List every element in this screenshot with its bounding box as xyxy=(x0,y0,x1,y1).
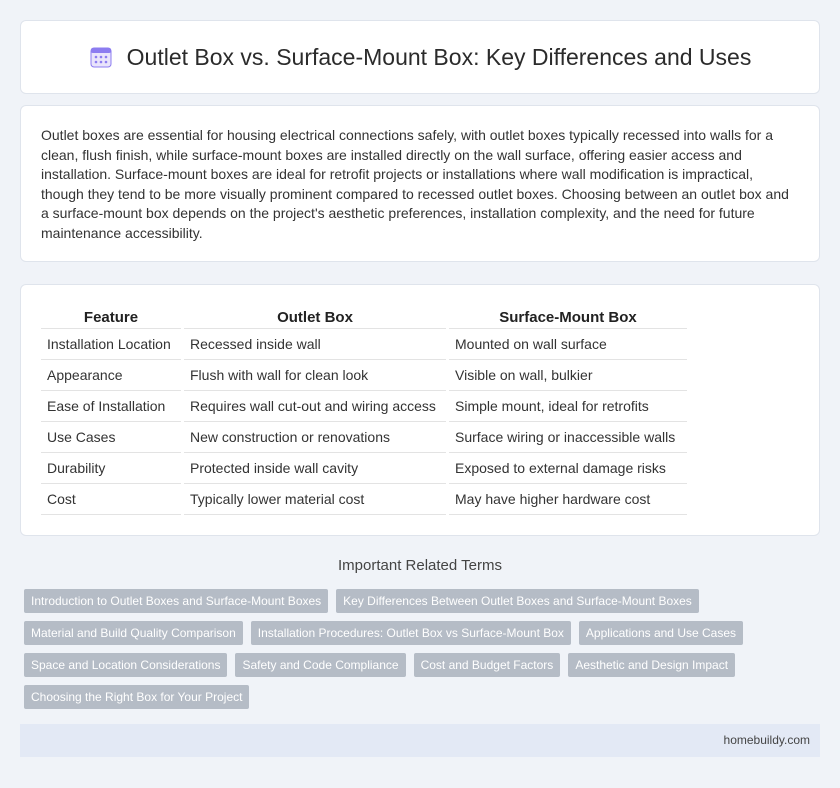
table-cell-surface: Surface wiring or inaccessible walls xyxy=(449,422,687,453)
table-cell-feature: Durability xyxy=(41,453,181,484)
table-cell-surface: Visible on wall, bulkier xyxy=(449,360,687,391)
related-term-tag[interactable]: Material and Build Quality Comparison xyxy=(24,621,243,645)
table-cell-outlet: Requires wall cut-out and wiring access xyxy=(184,391,446,422)
comparison-table-card xyxy=(20,284,820,536)
comparison-table xyxy=(38,305,690,515)
table-header-row xyxy=(41,305,687,329)
table-cell-surface: May have higher hardware cost xyxy=(449,484,687,515)
table-row xyxy=(41,329,687,360)
table-row xyxy=(41,360,687,391)
table-cell-outlet: Typically lower material cost xyxy=(184,484,446,515)
table-cell-feature: Use Cases xyxy=(41,422,181,453)
related-terms-title: Important Related Terms xyxy=(338,557,502,574)
header-surface-mount-box: Surface-Mount Box xyxy=(449,305,687,329)
related-term-tag[interactable]: Choosing the Right Box for Your Project xyxy=(24,685,249,709)
table-cell-surface: Mounted on wall surface xyxy=(449,329,687,360)
related-term-tag[interactable]: Space and Location Considerations xyxy=(24,653,227,677)
table-row xyxy=(41,422,687,453)
footer-site-link[interactable]: homebuildy.com xyxy=(723,733,810,747)
intro-paragraph: Outlet boxes are essential for housing electrical connections safely, with outlet boxes typically recessed into walls for a clean, flush finish, while surface-mount boxes are installed directly on the wall surface, offering easier access and installation. Surface-mount boxes are ideal for retrofit projects or installations where wall modification is impractical, though they tend to be more visually prominent compared to recessed outlet boxes. Choosing between an outlet box and a surface-mount box depends on the project's aesthetic preferences, installation complexity, and the need for future maintenance accessibility. xyxy=(41,127,789,241)
header-feature: Feature xyxy=(41,305,181,329)
intro-card xyxy=(20,105,820,262)
table-row xyxy=(41,391,687,422)
related-term-tag[interactable]: Safety and Code Compliance xyxy=(235,653,405,677)
table-row xyxy=(41,484,687,515)
header-outlet-box: Outlet Box xyxy=(184,305,446,329)
related-term-tag[interactable]: Installation Procedures: Outlet Box vs Surface-Mount Box xyxy=(251,621,571,645)
table-row xyxy=(41,453,687,484)
related-term-tag[interactable]: Key Differences Between Outlet Boxes and Surface-Mount Boxes xyxy=(336,589,699,613)
table-cell-surface: Simple mount, ideal for retrofits xyxy=(449,391,687,422)
footer xyxy=(20,724,820,757)
table-cell-outlet: Flush with wall for clean look xyxy=(184,360,446,391)
table-cell-surface: Exposed to external damage risks xyxy=(449,453,687,484)
related-term-tag[interactable]: Cost and Budget Factors xyxy=(414,653,561,677)
related-term-tag[interactable]: Aesthetic and Design Impact xyxy=(568,653,735,677)
table-cell-outlet: New construction or renovations xyxy=(184,422,446,453)
calendar-icon xyxy=(89,45,113,69)
page-title: Outlet Box vs. Surface-Mount Box: Key Differences and Uses xyxy=(126,43,752,70)
title-card xyxy=(20,20,820,94)
table-cell-outlet: Recessed inside wall xyxy=(184,329,446,360)
table-cell-feature: Ease of Installation xyxy=(41,391,181,422)
related-terms-list xyxy=(24,589,814,709)
table-cell-feature: Cost xyxy=(41,484,181,515)
related-term-tag[interactable]: Introduction to Outlet Boxes and Surface-Mount Boxes xyxy=(24,589,328,613)
table-cell-feature: Appearance xyxy=(41,360,181,391)
related-term-tag[interactable]: Applications and Use Cases xyxy=(579,621,743,645)
table-cell-outlet: Protected inside wall cavity xyxy=(184,453,446,484)
table-cell-feature: Installation Location xyxy=(41,329,181,360)
